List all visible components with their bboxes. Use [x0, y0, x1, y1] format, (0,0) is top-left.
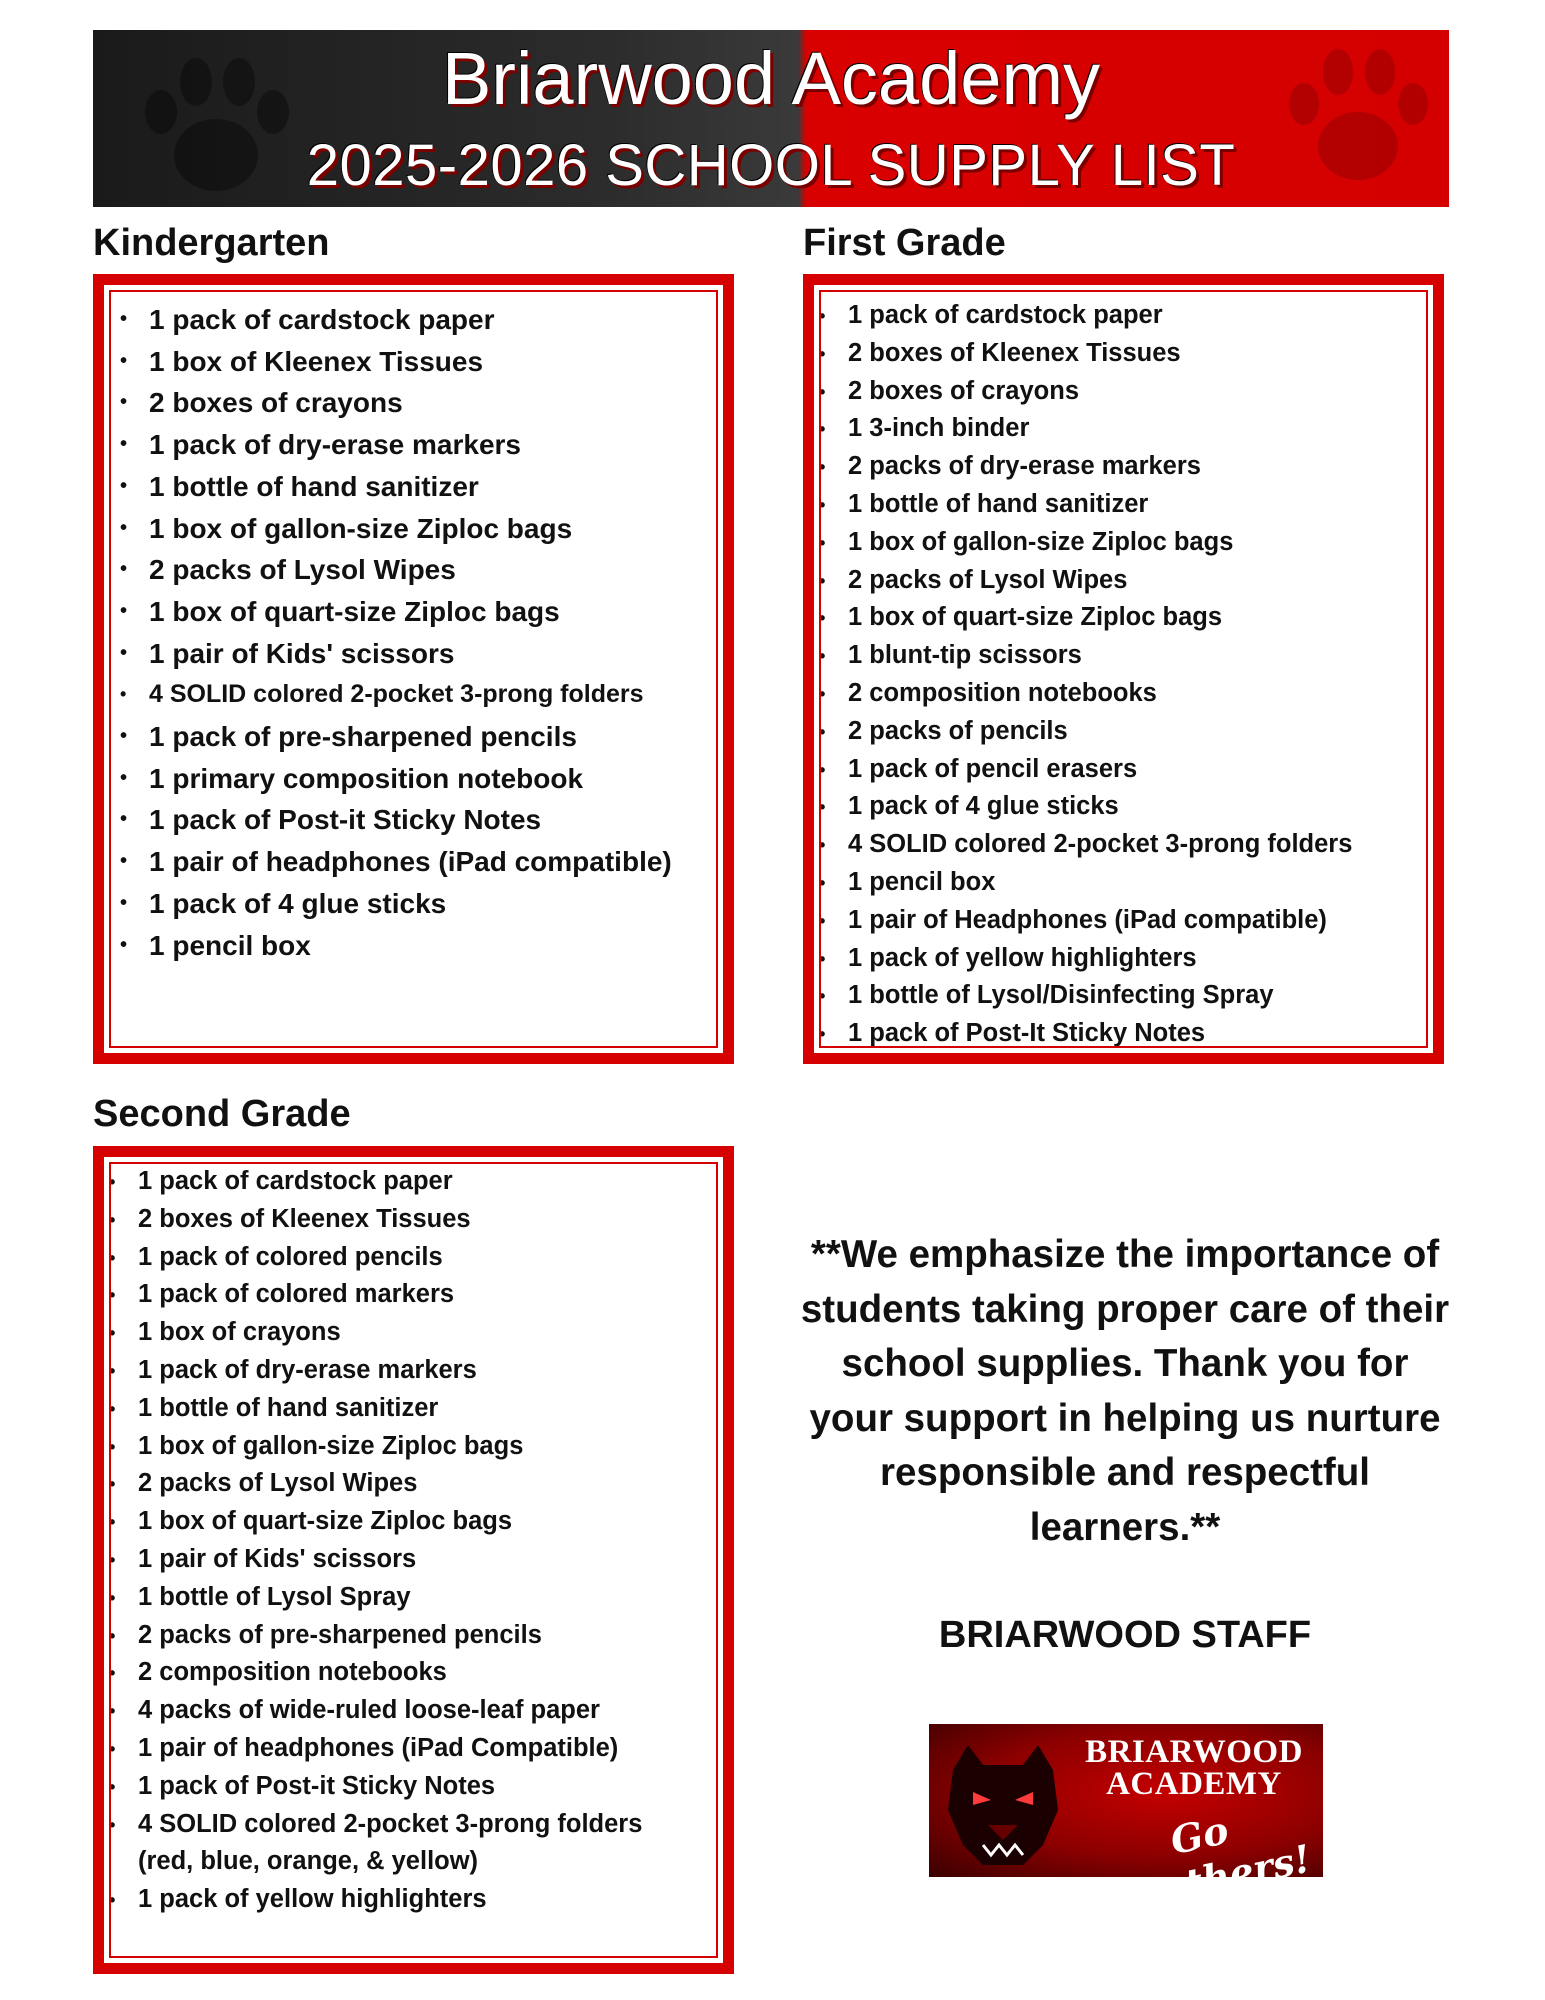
second-grade-list-item: • 1 box of gallon-size Ziploc bags — [138, 1428, 658, 1466]
first-grade-list-item: • 2 packs of dry-erase markers — [848, 448, 1352, 486]
kindergarten-list-item: • 2 packs of Lysol Wipes — [149, 549, 672, 591]
second-grade-list-item: • 1 pack of Post-it Sticky Notes — [138, 1768, 658, 1806]
first-grade-list-item: • 4 SOLID colored 2-pocket 3-prong folders — [848, 826, 1352, 864]
panther-icon — [933, 1730, 1073, 1875]
kindergarten-list-item: • 1 box of Kleenex Tissues — [149, 341, 672, 383]
first-grade-list-item: • 2 packs of Lysol Wipes — [848, 562, 1352, 600]
kindergarten-list-item: • 1 pack of Post-it Sticky Notes — [149, 799, 672, 841]
first-grade-list-item: • 1 pack of 4 glue sticks — [848, 788, 1352, 826]
kindergarten-list-item: • 1 pair of Kids' scissors — [149, 633, 672, 675]
first-grade-list-item: • 1 box of quart-size Ziploc bags — [848, 599, 1352, 637]
kindergarten-heading: Kindergarten — [93, 222, 330, 264]
first-grade-list-item: • 1 bottle of hand sanitizer — [848, 486, 1352, 524]
second-grade-heading: Second Grade — [93, 1093, 351, 1135]
second-grade-list-item: • 4 packs of wide-ruled loose-leaf paper — [138, 1692, 658, 1730]
kindergarten-list-item: • 1 box of gallon-size Ziploc bags — [149, 508, 672, 550]
kindergarten-list-item: • 1 box of quart-size Ziploc bags — [149, 591, 672, 633]
second-grade-list-item: • 2 packs of Lysol Wipes — [138, 1465, 658, 1503]
logo-line-1: BRIARWOOD — [1085, 1734, 1303, 1770]
first-grade-list-item: • 1 pack of pencil erasers — [848, 751, 1352, 789]
first-grade-list-item: • 1 pair of Headphones (iPad compatible) — [848, 902, 1352, 940]
second-grade-list-item: • 1 pack of dry-erase markers — [138, 1352, 658, 1390]
first-grade-list-item: • 1 pack of cardstock paper — [848, 297, 1352, 335]
first-grade-list-item: • 1 pack of yellow highlighters — [848, 940, 1352, 978]
second-grade-list-item: • 4 SOLID colored 2-pocket 3-prong folders (red, blue, orange, & yellow) — [138, 1806, 658, 1882]
kindergarten-list-item: • 4 SOLID colored 2-pocket 3-prong folders — [149, 674, 672, 716]
first-grade-list-item: • 2 boxes of Kleenex Tissues — [848, 335, 1352, 373]
staff-signature: BRIARWOOD STAFF — [938, 1614, 1312, 1656]
second-grade-list-item: • 1 box of crayons — [138, 1314, 658, 1352]
second-grade-list-item: • 1 pack of yellow highlighters — [138, 1881, 658, 1919]
first-grade-list-item: • 1 3-inch binder — [848, 410, 1352, 448]
care-message: **We emphasize the importance of students taking proper care of their school supplies. Thank you for your support in helping us nurture responsible and respectful learners.** — [800, 1233, 1450, 1549]
kindergarten-list — [149, 299, 672, 966]
kindergarten-list-item: • 1 pack of pre-sharpened pencils — [149, 716, 672, 758]
kindergarten-list-item: • 1 pack of cardstock paper — [149, 299, 672, 341]
first-grade-list-box — [803, 274, 1444, 1064]
second-grade-list-item: • 1 pack of cardstock paper — [138, 1163, 658, 1201]
logo-tagline: Go Panthers! — [1102, 1806, 1315, 1923]
second-grade-list-box — [93, 1146, 734, 1974]
kindergarten-list-item: • 1 pencil box — [149, 925, 672, 967]
first-grade-list-item: • 1 pack of Post-It Sticky Notes — [848, 1015, 1352, 1053]
second-grade-list-item: • 2 composition notebooks — [138, 1654, 658, 1692]
first-grade-list-item: • 2 packs of pencils — [848, 713, 1352, 751]
first-grade-list — [848, 297, 1352, 1053]
first-grade-heading: First Grade — [803, 222, 1006, 264]
second-grade-list-item: • 1 pack of colored pencils — [138, 1239, 658, 1277]
kindergarten-list-item: • 1 pack of dry-erase markers — [149, 424, 672, 466]
first-grade-list-item: • 2 composition notebooks — [848, 675, 1352, 713]
header-banner — [93, 30, 1449, 207]
second-grade-list-item: • 1 box of quart-size Ziploc bags — [138, 1503, 658, 1541]
second-grade-list-item: • 2 packs of pre-sharpened pencils — [138, 1617, 658, 1655]
second-grade-list-item: • 1 pair of headphones (iPad Compatible) — [138, 1730, 658, 1768]
kindergarten-list-item: • 1 pair of headphones (iPad compatible) — [149, 841, 672, 883]
logo-line-2: ACADEMY — [1106, 1766, 1282, 1802]
kindergarten-list-item: • 1 pack of 4 glue sticks — [149, 883, 672, 925]
second-grade-list-item: • 1 bottle of hand sanitizer — [138, 1390, 658, 1428]
kindergarten-list-item: • 1 bottle of hand sanitizer — [149, 466, 672, 508]
supply-list-subtitle: 2025-2026 SCHOOL SUPPLY LIST — [306, 133, 1236, 198]
second-grade-list-item: • 2 boxes of Kleenex Tissues — [138, 1201, 658, 1239]
second-grade-list-item: • 1 pair of Kids' scissors — [138, 1541, 658, 1579]
kindergarten-list-item: • 1 primary composition notebook — [149, 758, 672, 800]
first-grade-list-item: • 1 box of gallon-size Ziploc bags — [848, 524, 1352, 562]
first-grade-list-item: • 2 boxes of crayons — [848, 373, 1352, 411]
first-grade-list-item: • 1 blunt-tip scissors — [848, 637, 1352, 675]
first-grade-list-item: • 1 pencil box — [848, 864, 1352, 902]
first-grade-list-item: • 1 bottle of Lysol/Disinfecting Spray — [848, 977, 1352, 1015]
second-grade-list — [138, 1163, 658, 1919]
school-logo — [929, 1724, 1323, 1923]
school-name-title: Briarwood Academy — [441, 37, 1101, 120]
kindergarten-list-box — [93, 274, 734, 1064]
second-grade-list-item: • 1 pack of colored markers — [138, 1276, 658, 1314]
kindergarten-list-item: • 2 boxes of crayons — [149, 382, 672, 424]
second-grade-list-item: • 1 bottle of Lysol Spray — [138, 1579, 658, 1617]
